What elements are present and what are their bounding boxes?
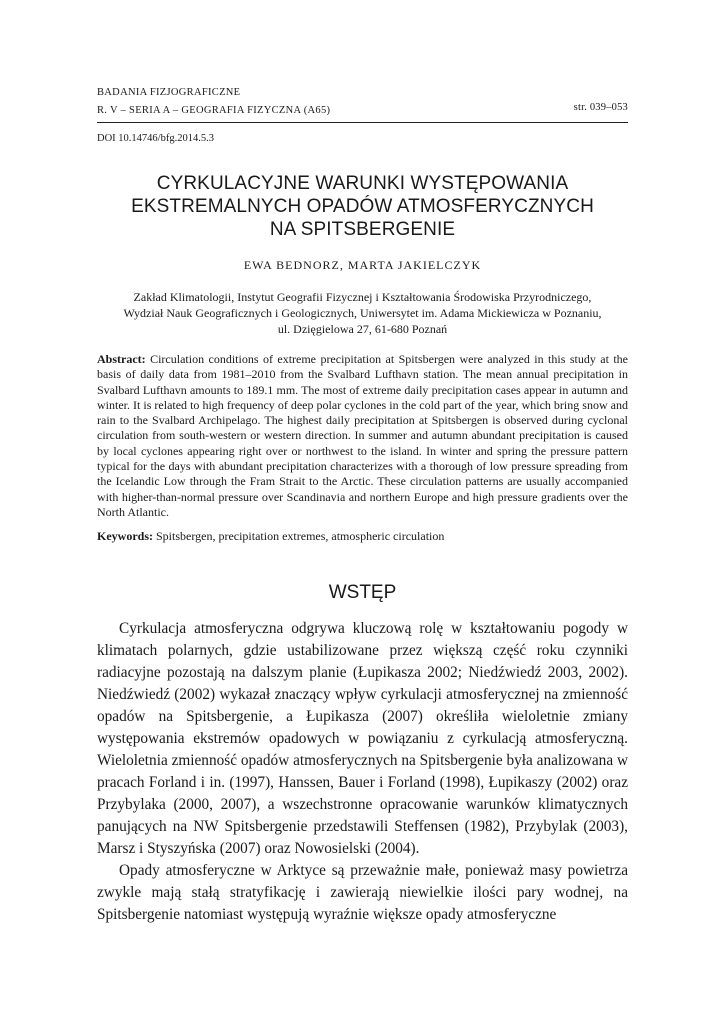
paragraph: Cyrkulacja atmosferyczna odgrywa kluczową rolę w kształtowaniu pogody w klimatach polarnych, gdzie ustabilizowane przez większą część roku czynniki radiacyjne pozostają na dalszym planie (Łupikasza 2002; Niedźwiedź 2003, 2002). Niedźwiedź (2002) wykazał znaczący wpływ cyrkulacji atmosferycznej na zmienność opadów na Spitsbergenie, a Łupikasza (2007) określiła wieloletnie zmiany występowania ekstremów opadowych w powiązaniu z cyrkulacją atmosferyczną. Wieloletnia zmienność opadów atmosferycznych na Spitsbergenie była analizowana w pracach Forland i in. (1997), Hanssen, Bauer i Forland (1998), Łupikaszy (2002) oraz Przybylaka (2000, 2007), a wszechstronne opracowanie warunków klimatycznych panujących na NW Spitsbergenie przedstawili Steffensen (1982), Przybylak (2003), Marsz i Styszyńska (2007) oraz Nowosielski (2004). bbox=[97, 620, 628, 857]
section-heading: WSTĘP bbox=[328, 582, 397, 603]
title-line: EKSTREMALNYCH OPADÓW ATMOSFERYCZNYCH bbox=[131, 196, 594, 217]
journal-name: BADANIA FIZJOGRAFICZNE bbox=[97, 87, 241, 98]
page-range: str. 039–053 bbox=[573, 102, 628, 113]
body-text bbox=[97, 618, 628, 926]
paragraph: Opady atmosferyczne w Arktyce są przeważnie małe, ponieważ masy powietrza zwykle mają stałą stratyfikację i zawierają niewielkie ilości pary wodnej, na Spitsbergenie natomiast występują wyraźnie większe opady atmosferyczne bbox=[97, 862, 628, 923]
affiliation-line: Wydział Nauk Geograficznych i Geologicznych, Uniwersytet im. Adama Mickiewicza w Poznaniu, bbox=[123, 306, 602, 320]
abstract-text: Circulation conditions of extreme precipitation at Spitsbergen were analyzed in this study at the basis of daily data from 1981–2010 from the Svalbard Lufthavn station. The mean annual precipitation in Svalbard Lufthavn amounts to 189.1 mm. The most of extreme daily precipitation cases appear in autumn and winter. It is related to high frequency of deep polar cyclones in the cold part of the year, which bring snow and rain to the Svalbard Archipelago. The highest daily precipitation at Spitsbergen is observed during cyclonal circulation from south-western or western direction. In summer and autumn abundant precipitation is caused by local cyclones appearing right over or northwest to the island. In winter and spring the pressure pattern typical for the days with abundant precipitation characterizes with a thorough of low pressure spreading from the Icelandic Low through the Fram Strait to the Arctic. These circulation patterns are usually accompanied with higher-than-normal pressure over Scandinavia and northern Europe and high pressure gradients over the North Atlantic. bbox=[97, 352, 629, 519]
doi: DOI 10.14746/bfg.2014.5.3 bbox=[97, 133, 214, 144]
authors: EWA BEDNORZ, MARTA JAKIELCZYK bbox=[243, 258, 482, 272]
journal-series: R. V – SERIA A – GEOGRAFIA FIZYCZNA (A65) bbox=[97, 105, 331, 116]
affiliation-line: Zakład Klimatologii, Instytut Geografii Fizycznej i Kształtowania Środowiska Przyrodniczego, bbox=[133, 290, 592, 304]
title-line: NA SPITSBERGENIE bbox=[269, 219, 456, 240]
affiliation-line: ul. Dzięgielowa 27, 61-680 Poznań bbox=[277, 322, 448, 336]
abstract-label: Abstract: bbox=[97, 352, 151, 366]
keywords-text: Spitsbergen, precipitation extremes, atmospheric circulation bbox=[156, 529, 445, 543]
journal-header bbox=[97, 84, 330, 120]
title-line: CYRKULACYJNE WARUNKI WYSTĘPOWANIA bbox=[156, 173, 569, 194]
keywords bbox=[97, 529, 628, 544]
affiliation bbox=[97, 289, 628, 337]
header-divider bbox=[97, 122, 628, 123]
abstract bbox=[97, 352, 628, 520]
keywords-label: Keywords: bbox=[97, 529, 156, 543]
article-title bbox=[97, 172, 628, 241]
